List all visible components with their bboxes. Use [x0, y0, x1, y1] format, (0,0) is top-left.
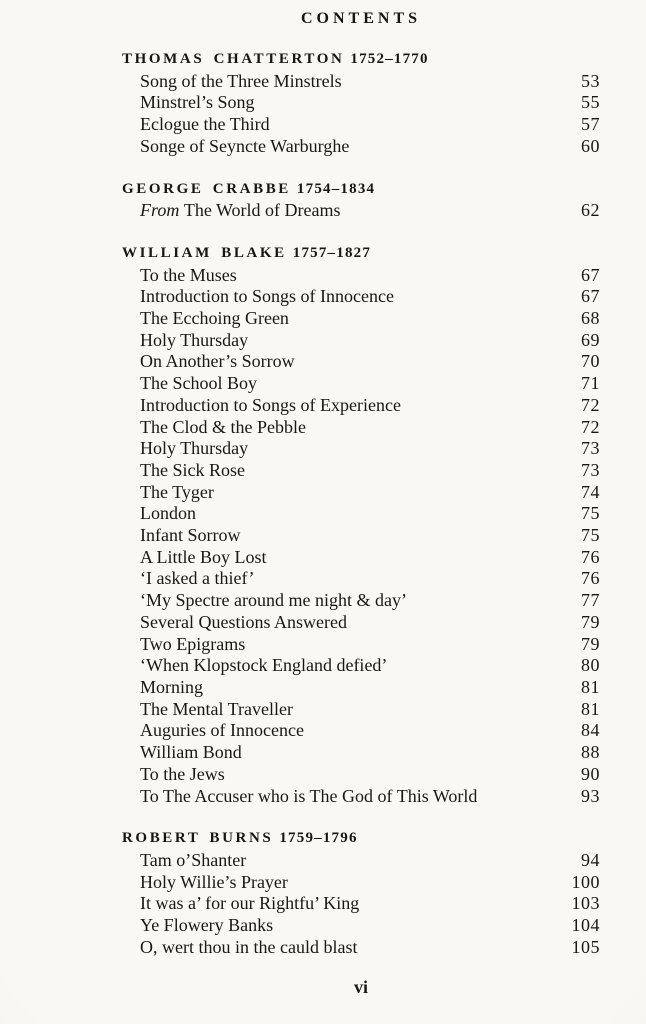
toc-entry-page-number: 90 [581, 763, 600, 784]
toc-entry-title: ‘I asked a thief’ [140, 568, 255, 589]
toc-entry-page-number: 93 [581, 785, 600, 806]
toc-entry-page-number: 68 [581, 308, 600, 329]
toc-entry [122, 373, 600, 395]
toc-entry-title-italic-prefix: From [140, 200, 184, 221]
toc-entry-title: Holy Thursday [140, 438, 249, 459]
toc-entry-page-number: 57 [581, 114, 600, 135]
toc-entry-page-number: 81 [581, 698, 600, 719]
toc-entry [122, 330, 600, 352]
toc-entry-page-number: 71 [581, 373, 600, 394]
toc-entry [122, 677, 600, 699]
toc-entry-title: Tam o’Shanter [140, 849, 247, 870]
toc-entry-page-number: 69 [581, 329, 600, 350]
toc-entry [122, 547, 600, 569]
toc-section [122, 179, 600, 222]
toc-entry [122, 417, 600, 439]
page-title: CONTENTS [300, 10, 422, 27]
toc-entry [122, 872, 600, 894]
toc-entry-page-number: 74 [581, 481, 600, 502]
toc-entry [122, 937, 600, 959]
toc-entry [122, 742, 600, 764]
toc-entry [122, 200, 600, 222]
toc-entry-title: Song of the Three Minstrels [140, 70, 342, 91]
toc-entry-page-number: 77 [581, 590, 600, 611]
toc-entry-page-number: 75 [581, 525, 600, 546]
author-dates: 1757–1827 [292, 244, 372, 261]
toc-entry-page-number: 105 [571, 936, 600, 957]
toc-entry-title: Infant Sorrow [140, 525, 241, 546]
toc-entry-page-number: 72 [581, 394, 600, 415]
toc-entry [122, 568, 600, 590]
toc-entry-page-number: 75 [581, 503, 600, 524]
toc-entry-title: ‘My Spectre around me night & day’ [140, 590, 407, 611]
toc-entry-page-number: 76 [581, 546, 600, 567]
toc-entry [122, 136, 600, 158]
toc-entry [122, 265, 600, 287]
toc-section [122, 49, 600, 158]
author-name: ROBERT BURNS [122, 830, 274, 847]
toc-entry-title: O, wert thou in the cauld blast [140, 936, 358, 957]
toc-entry [122, 92, 600, 114]
toc-entry-page-number: 53 [581, 70, 600, 91]
toc-entry-page-number: 73 [581, 438, 600, 459]
toc-entry [122, 786, 600, 808]
toc-entry [122, 438, 600, 460]
toc-entry-title: To the Muses [140, 264, 237, 285]
toc-entry [122, 655, 600, 677]
toc-entry [122, 308, 600, 330]
toc-entry-page-number: 104 [571, 915, 600, 936]
author-heading [122, 828, 600, 850]
toc-entry [122, 286, 600, 308]
toc-entry [122, 612, 600, 634]
author-dates: 1752–1770 [350, 51, 429, 67]
toc-entry [122, 460, 600, 482]
toc-entry [122, 850, 600, 872]
toc-entry-title: Morning [140, 676, 203, 697]
page-number-folio: vi [353, 977, 368, 997]
toc-entry-page-number: 103 [571, 893, 600, 914]
toc-entry-title: It was a’ for our Rightfu’ King [140, 893, 360, 914]
toc-entry-title: Auguries of Innocence [140, 720, 304, 741]
toc-entry-title: The Sick Rose [140, 459, 245, 480]
toc-entry [122, 634, 600, 656]
toc-entry-page-number: 67 [581, 286, 600, 307]
author-name: WILLIAM BLAKE [122, 244, 287, 261]
toc-entry-page-number: 67 [581, 264, 600, 285]
toc-entry-title: The School Boy [140, 373, 257, 394]
toc-entry [122, 893, 600, 915]
author-name: GEORGE CRABBE [122, 180, 291, 197]
toc-entry [122, 71, 600, 93]
toc-entry-page-number: 81 [581, 676, 600, 697]
toc-entry-title: Songe of Seyncte Warburghe [140, 135, 350, 156]
toc-entry-title: William Bond [140, 742, 242, 763]
toc-entry-page-number: 62 [581, 200, 600, 221]
toc-entry-page-number: 76 [581, 568, 600, 589]
toc-entry-title: To the Jews [140, 763, 225, 784]
author-dates: 1754–1834 [296, 180, 376, 197]
toc-entry-title: ‘When Klopstock England defied’ [140, 655, 388, 676]
author-dates: 1759–1796 [279, 830, 358, 847]
toc-entry-title: A Little Boy Lost [140, 546, 267, 567]
toc-entry-page-number: 70 [581, 351, 600, 372]
author-heading [122, 179, 600, 201]
toc-entry-title: Introduction to Songs of Innocence [140, 286, 394, 307]
toc-entry-page-number: 88 [581, 742, 600, 763]
toc-entry [122, 699, 600, 721]
toc-entry [122, 590, 600, 612]
toc-sections [122, 49, 600, 958]
toc-section [122, 243, 600, 807]
toc-entry-page-number: 84 [581, 720, 600, 741]
author-name: THOMAS CHATTERTON [122, 51, 345, 67]
toc-entry-title: London [140, 503, 196, 524]
table-of-contents [122, 10, 600, 958]
toc-entry-page-number: 79 [581, 611, 600, 632]
toc-entry [122, 114, 600, 136]
toc-entry-title: The Mental Traveller [140, 698, 293, 719]
toc-entry [122, 915, 600, 937]
toc-entry [122, 395, 600, 417]
toc-entry-title: On Another’s Sorrow [140, 351, 295, 372]
toc-entry-title: Holy Thursday [140, 329, 249, 350]
toc-entry-title: Eclogue the Third [140, 114, 270, 135]
toc-entry-title: The Tyger [140, 481, 214, 502]
toc-entry-title: The Clod & the Pebble [140, 416, 306, 437]
toc-entry [122, 351, 600, 373]
toc-entry-page-number: 55 [581, 92, 600, 113]
toc-entry-page-number: 94 [581, 849, 600, 870]
author-heading [122, 49, 600, 71]
toc-entry-title: The Ecchoing Green [140, 308, 289, 329]
toc-entry-title: Holy Willie’s Prayer [140, 871, 288, 892]
toc-entry [122, 503, 600, 525]
author-heading [122, 243, 600, 265]
toc-entry-page-number: 80 [581, 655, 600, 676]
toc-entry-page-number: 60 [581, 135, 600, 156]
toc-entry-page-number: 72 [581, 416, 600, 437]
toc-entry-title: Two Epigrams [140, 633, 246, 654]
toc-entry-title: Minstrel’s Song [140, 92, 255, 113]
toc-section [122, 828, 600, 958]
toc-entry-page-number: 100 [571, 871, 600, 892]
toc-entry-page-number: 73 [581, 459, 600, 480]
toc-entry-title: Several Questions Answered [140, 611, 347, 632]
toc-entry-title: To The Accuser who is The God of This World [140, 785, 478, 806]
toc-entry [122, 482, 600, 504]
toc-entry [122, 764, 600, 786]
toc-entry [122, 720, 600, 742]
toc-entry-title: Ye Flowery Banks [140, 915, 274, 936]
toc-entry [122, 525, 600, 547]
toc-entry-title: From The World of Dreams [140, 200, 341, 221]
toc-entry-title: Introduction to Songs of Experience [140, 394, 401, 415]
toc-entry-page-number: 79 [581, 633, 600, 654]
